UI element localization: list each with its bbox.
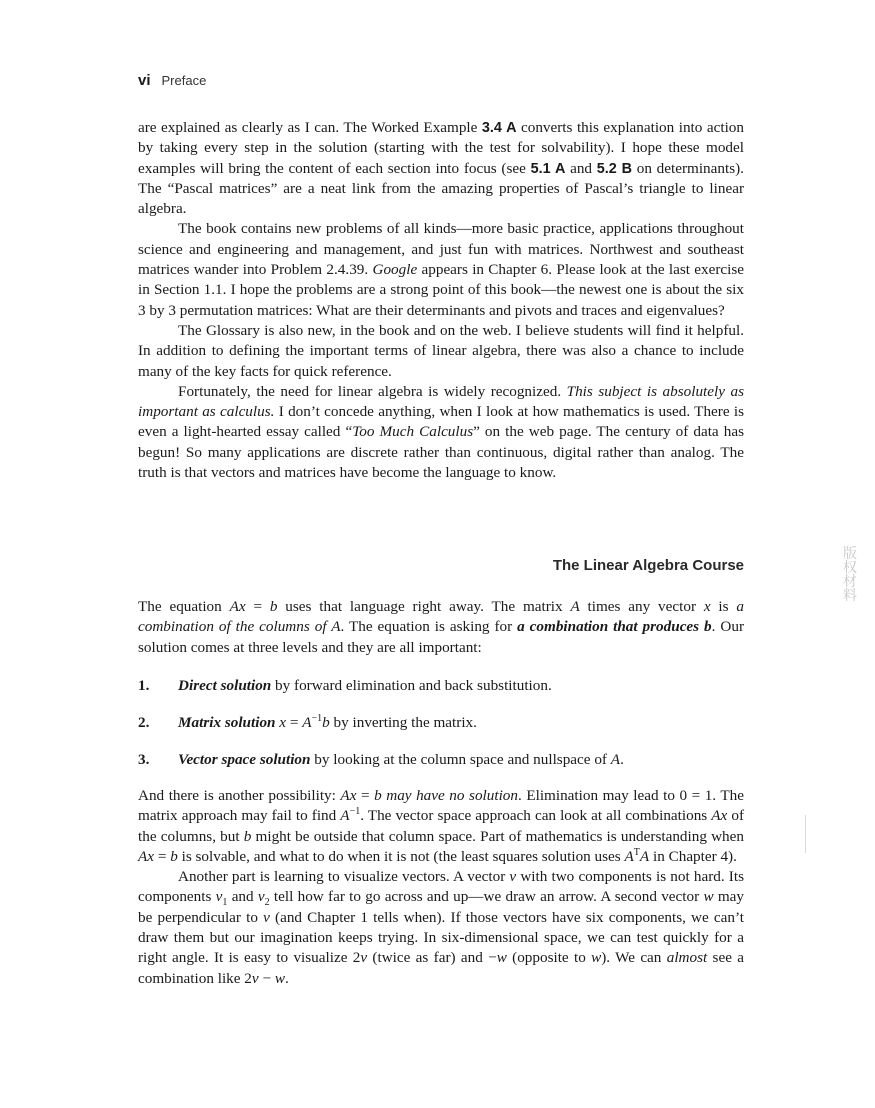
paragraph-equation: The equation Ax = b uses that language right away. The matrix A times any vector x is a combination of the columns of A. The equation is asking for a combination that produces b. Our solution comes at three levels and they are all important: [138,598,745,656]
list-number: 1. [138,677,150,694]
list-number: 2. [138,714,150,731]
list-number: 3. [138,751,150,768]
paragraph-glossary: The Glossary is also new, in the book and on the web. I believe students will find it helpful. In addition to defining the important terms of linear algebra, there was also a chance to include many of the key facts for quick reference. [138,321,744,380]
running-header [138,72,206,94]
list-item: 1. Direct solution by forward elimination and back substitution. [138,677,552,694]
preface-text-block [138,118,744,483]
section-heading: The Linear Algebra Course [552,557,744,574]
copyright-watermark: 版 权 材 料 [843,547,857,604]
worked-example-ref: 5.2 B [596,160,633,177]
list-item: 3. Vector space solution by looking at the column space and nullspace of A. [138,751,624,768]
list-title: Direct solution [178,677,272,694]
course-body-block [138,786,744,989]
worked-example-ref: 3.4 A [481,120,517,136]
paragraph-no-solution: And there is another possibility: Ax = b may have no solution. Elimination may lead to 0 = 1. The matrix approach may fail to find $A^{-1}$. The vector space approach can look at all combinations Ax of the columns, but b might be outside that column space. Part of mathematics is understanding when Ax = b is solvable, and what to do when it is not (the least squares solution uses $A^TA$ in Chapter 4). [138,787,745,865]
list-title: Matrix solution [178,714,276,731]
running-title: Preface [161,73,207,88]
margin-mark [805,815,806,853]
course-intro-block [138,597,744,658]
paragraph-worked-examples: are explained as clearly as I can. The Worked Example 3.4 A converts this explanation into action by taking every step in the solution (starting with the test for solvability). I hope these model examples will bring the content of each section into focus (see 5.1 A and 5.2 B on determinants). The “Pascal matrices” are a neat link from the amazing properties of Pascal’s triangle to linear algebra. [138,119,744,218]
paragraph-importance: Fortunately, the need for linear algebra is widely recognized. This subject is absolutely as important as calculus. I don’t concede anything, when I look at how mathematics is used. There is even a light-hearted essay called “Too Much Calculus” on the web page. The century of data has begun! So many applications are discrete rather than continuous, digital rather than analog. The truth is that vectors and matrices have become the language to know. [138,382,745,482]
page-number: vi [138,72,151,89]
paragraph-visualize-vectors: Another part is learning to visualize vectors. A vector v with two components is not hard. Its components $v_1$ and $v_2$ tell how far to go across and up—we draw an arrow. A second vector w may be perpendicular to v (and Chapter 1 tells when). If those vectors have six components, we can’t draw them but our imagination keeps trying. In six-dimensional space, we can test quickly for a right angle. It is easy to visualize 2v (twice as far) and −w (opposite to w). We can almost see a combination like 2v − w. [138,868,744,987]
list-item: 2. Matrix solution $x = A^{-1}b$ by inverting the matrix. [138,712,477,731]
paragraph-new-problems: The book contains new problems of all kinds—more basic practice, applications throughout science and engineering and management, and just fun with matrices. Northwest and southeast matrices wander into Problem 2.4.39. Google appears in Chapter 6. Please look at the last exercise in Section 1.1. I hope the problems are a strong point of this book—the newest one is about the six 3 by 3 permutation matrices: What are their determinants and pivots and traces and eigenvalues? [138,220,745,319]
worked-example-ref: 5.1 A [530,160,566,177]
list-title: Vector space solution [178,751,311,768]
